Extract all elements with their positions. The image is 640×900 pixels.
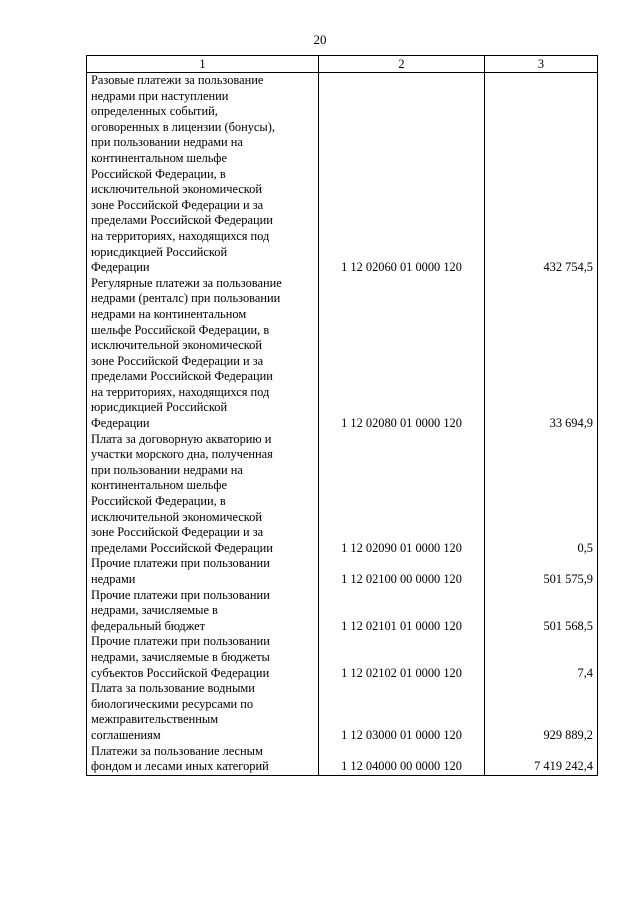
amount: 501 568,5 (485, 588, 598, 635)
page-number: 20 (313, 32, 327, 47)
column-header-2: 2 (319, 56, 485, 73)
budget-code: 1 12 02090 01 0000 120 (319, 432, 485, 557)
budget-code: 1 12 02102 01 0000 120 (319, 634, 485, 681)
income-name: Плата за договорную акваторию и участки морского дна, полученная при пользовании недрами на континентальном шельфе Российской Федерации, в исключительной экономической зоне Российской Федерации и за пределами Российской Федерации (87, 432, 319, 557)
table-row (87, 556, 598, 587)
income-name: Платежи за пользование лесным фондом и лесами иных категорий (87, 744, 319, 776)
income-name: Прочие платежи при пользовании недрами, зачисляемые в федеральный бюджет (87, 588, 319, 635)
budget-table (86, 55, 598, 776)
amount: 7 419 242,4 (485, 744, 598, 776)
column-header-1: 1 (87, 56, 319, 73)
income-name: Прочие платежи при пользовании недрами, зачисляемые в бюджеты субъектов Российской Федерации (87, 634, 319, 681)
column-header-3: 3 (485, 56, 598, 73)
income-name: Регулярные платежи за пользование недрами (ренталс) при пользовании недрами на континентальном шельфе Российской Федерации, в исключительной экономической зоне Российской Федерации и за пределами Российской Федерации на территориях, находящихся под юрисдикцией Российской Федерации (87, 276, 319, 432)
table-row (87, 588, 598, 635)
budget-code: 1 12 04000 00 0000 120 (319, 744, 485, 776)
budget-code: 1 12 02101 01 0000 120 (319, 588, 485, 635)
table-row (87, 744, 598, 776)
header-row (87, 56, 598, 73)
budget-code: 1 12 02080 01 0000 120 (319, 276, 485, 432)
table-row (87, 681, 598, 743)
table-row (87, 276, 598, 432)
amount: 7,4 (485, 634, 598, 681)
budget-code: 1 12 02100 00 0000 120 (319, 556, 485, 587)
budget-code: 1 12 02060 01 0000 120 (319, 73, 485, 276)
income-name: Прочие платежи при пользовании недрами (87, 556, 319, 587)
amount: 929 889,2 (485, 681, 598, 743)
amount: 501 575,9 (485, 556, 598, 587)
income-name: Разовые платежи за пользование недрами при наступлении определенных событий, оговоренных в лицензии (бонусы), при пользовании недрами на континентальном шельфе Российской Федерации, в исключительной экономической зоне Российской Федерации и за пределами Российской Федерации на территориях, находящихся под юрисдикцией Российской Федерации (87, 73, 319, 276)
budget-code: 1 12 03000 01 0000 120 (319, 681, 485, 743)
amount: 432 754,5 (485, 73, 598, 276)
amount: 0,5 (485, 432, 598, 557)
table-row (87, 73, 598, 276)
table-row (87, 432, 598, 557)
table-row (87, 634, 598, 681)
amount: 33 694,9 (485, 276, 598, 432)
income-name: Плата за пользование водными биологическими ресурсами по межправительственным соглашениям (87, 681, 319, 743)
